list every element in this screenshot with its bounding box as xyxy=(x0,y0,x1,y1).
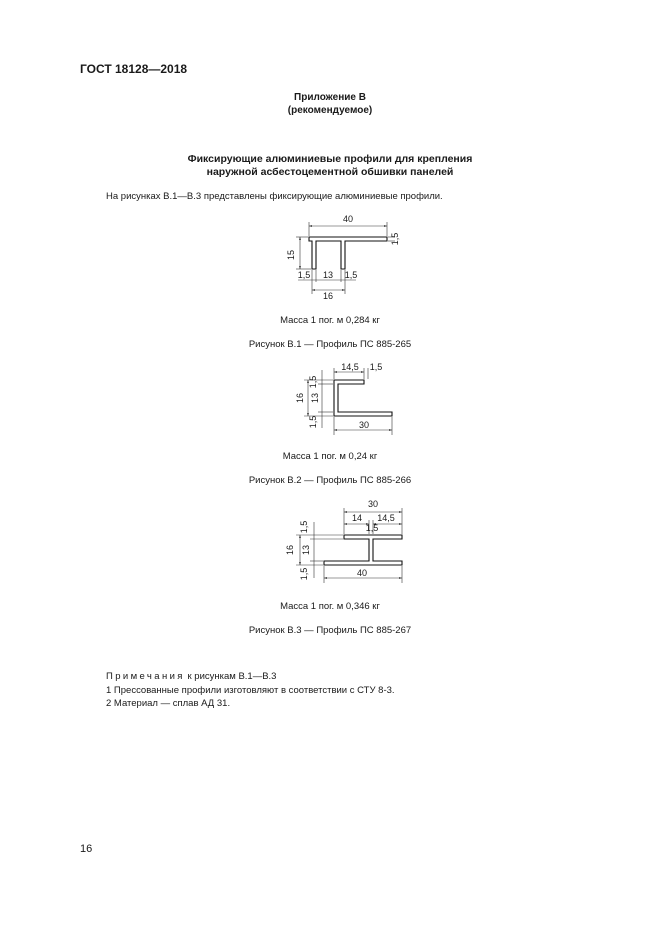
figure-b1-drawing xyxy=(286,214,400,301)
figure-b3-mass: Масса 1 пог. м 0,346 кг xyxy=(280,601,380,612)
figure-b2-mass: Масса 1 пог. м 0,24 кг xyxy=(282,451,378,462)
profile-b1-shape xyxy=(309,237,387,269)
dim-b2-lower-thick: 1,5 xyxy=(308,415,318,429)
figure-b2-drawing xyxy=(295,362,392,435)
note-item-2: 2 Материал — сплав АД 31. xyxy=(106,698,231,709)
section-title-line1: Фиксирующие алюминиевые профили для крепления xyxy=(187,153,473,165)
dim-b3-gap: 13 xyxy=(301,544,311,556)
page-number: 16 xyxy=(80,843,93,855)
note-item-1: 1 Прессованные профили изготовляют в соответствии с СТУ 8-3. xyxy=(106,684,395,696)
figure-b1-caption: Рисунок В.1 — Профиль ПС 885-265 xyxy=(248,339,412,350)
appendix-subtitle: (рекомендуемое) xyxy=(287,105,373,116)
dim-b3-right-seg: 14,5 xyxy=(377,513,395,523)
notes-heading-rest: к рисункам В.1—В.3 xyxy=(184,671,277,682)
section-title-line2: наружной асбестоцементной обшивки панелей xyxy=(206,166,454,178)
dim-b3-top-thick: 1,5 xyxy=(365,523,379,533)
dim-b3-top: 30 xyxy=(367,499,379,509)
notes-heading-label: Примечания xyxy=(106,671,185,682)
dim-b1-bottom: 16 xyxy=(322,291,334,301)
dim-b2-top-thick: 1,5 xyxy=(369,362,383,372)
dim-b1-gap: 13 xyxy=(322,270,334,280)
notes-block xyxy=(106,670,395,711)
dim-b2-bottom: 30 xyxy=(358,420,370,430)
dim-b2-top-len: 14,5 xyxy=(341,362,359,372)
dim-b1-thick-left: 1,5 xyxy=(297,270,311,280)
appendix-title: Приложение В xyxy=(294,92,366,103)
dim-b3-bottom-thick: 1,5 xyxy=(299,567,309,581)
profile-b2-shape xyxy=(334,380,392,416)
dim-b2-total-height: 16 xyxy=(295,392,305,404)
figure-b2-caption: Рисунок В.2 — Профиль ПС 885-266 xyxy=(248,475,412,486)
figure-b1-mass: Масса 1 пог. м 0,284 кг xyxy=(280,315,380,326)
figure-b3-caption: Рисунок В.3 — Профиль ПС 885-267 xyxy=(248,625,412,636)
profile-b3-shape xyxy=(324,535,402,565)
dim-b1-width: 40 xyxy=(342,214,354,224)
intro-paragraph: На рисунках В.1—В.3 представлены фиксирующие алюминиевые профили. xyxy=(106,191,443,202)
notes-heading xyxy=(106,670,395,684)
dim-b3-left-seg: 14 xyxy=(351,513,363,523)
dim-b1-height: 15 xyxy=(286,249,296,261)
dim-b2-upper-thick: 1,5 xyxy=(308,375,318,389)
dim-b2-gap: 13 xyxy=(310,392,320,404)
dim-b3-upper-thick: 1,5 xyxy=(299,520,309,534)
dim-b1-thick-mid: 1,5 xyxy=(344,270,358,280)
dim-b1-thick-right: 1,5 xyxy=(390,232,400,246)
dim-b3-bottom: 40 xyxy=(356,568,368,578)
document-standard-header: ГОСТ 18128—2018 xyxy=(80,62,188,76)
dim-b3-total-height: 16 xyxy=(285,544,295,556)
figure-b3-drawing xyxy=(285,499,402,583)
